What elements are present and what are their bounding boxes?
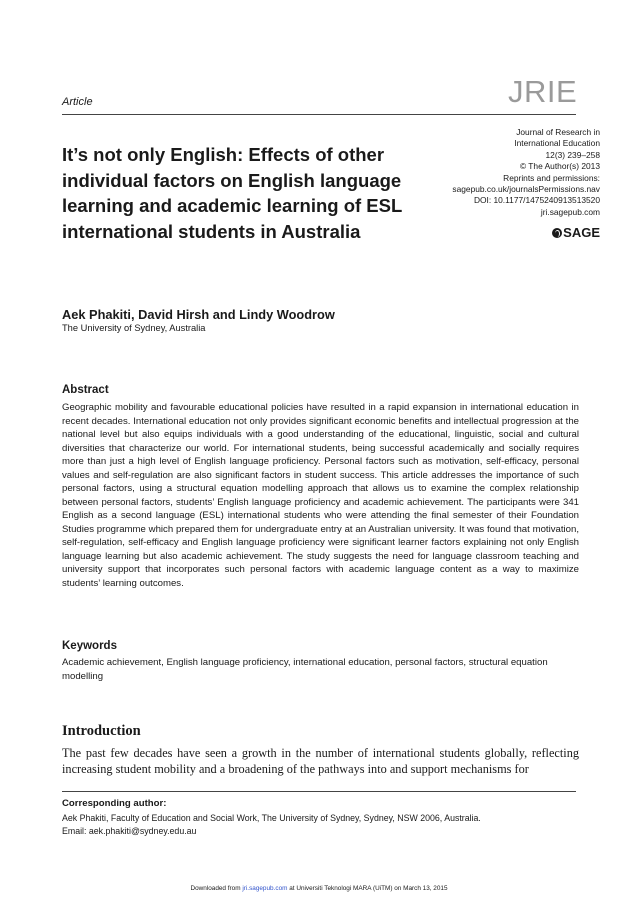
abstract-body: Geographic mobility and favourable educational policies have resulted in a rapid expansion in international education in recent decades. International education not only provides significant economic benefits and intellectual progression at the national level but also equips individuals with a good understanding of the educational, linguistic, social and cultural diversities that characterize our world. For international students, being successful academically and socially requires more than just a high level of English language proficiency. Personal factors such as motivation, self-efficacy, personal values and self-regulation are also significant factors in student success. This article addresses the importance of such personal factors, using a structural equation modelling approach that allows us to examine the complex relationship between personal factors, students’ English language proficiency and academic achievement. The participants were 341 English as a second language (ESL) international students who were attending the final semester of their Foundation Studies programme which prepared them for undergraduate entry at an Australian university. It was found that motivation, self-regulation, self-efficacy and English language proficiency were significant learner factors explaining not only English language learning but also academic achievement. The study suggests the need for language classroom teaching and university support that incorporates such personal factors with academic language content as a way to maximize students’ learning outcomes. bbox=[62, 402, 579, 589]
corresponding-author-email[interactable]: Email: aek.phakiti@sydney.edu.au bbox=[62, 826, 197, 836]
journal-metadata bbox=[370, 127, 600, 218]
author-list: Aek Phakiti, David Hirsh and Lindy Woodrow bbox=[62, 307, 335, 322]
sage-logo-text: SAGE bbox=[563, 225, 600, 240]
download-suffix: at Universiti Teknologi MARA (UiTM) on March 13, 2015 bbox=[289, 885, 448, 892]
meta-doi[interactable]: DOI: 10.1177/1475240913513520 bbox=[473, 195, 600, 206]
download-notice bbox=[0, 885, 638, 892]
meta-permissions-link[interactable]: sagepub.co.uk/journalsPermissions.nav bbox=[452, 184, 600, 195]
meta-journal-site[interactable]: jri.sagepub.com bbox=[540, 206, 600, 217]
journal-abbreviation: JRIE bbox=[508, 74, 578, 109]
footnote-divider bbox=[62, 791, 576, 792]
header-divider bbox=[62, 114, 576, 115]
download-prefix: Downloaded from bbox=[190, 885, 241, 892]
meta-reprints-label: Reprints and permissions: bbox=[503, 172, 600, 183]
paper-title: It’s not only English: Effects of other individual factors on English language learning and academic learning of ESL international students in Australia bbox=[62, 144, 402, 242]
introduction-heading: Introduction bbox=[62, 723, 141, 739]
download-link[interactable]: jri.sagepub.com bbox=[242, 885, 288, 892]
corresponding-author-heading: Corresponding author: bbox=[62, 798, 167, 809]
keywords-heading: Keywords bbox=[62, 640, 117, 652]
sage-logo bbox=[552, 225, 600, 240]
meta-volume-pages: 12(3) 239–258 bbox=[545, 149, 600, 160]
article-type-label: Article bbox=[62, 96, 93, 108]
corresponding-author-address: Aek Phakiti, Faculty of Education and Social Work, The University of Sydney, Sydney, NSW 2006, Australia. bbox=[62, 813, 481, 823]
abstract-heading: Abstract bbox=[62, 384, 109, 396]
keywords-body: Academic achievement, English language proficiency, international education, personal factors, structural equation modelling bbox=[62, 657, 548, 682]
meta-copyright: © The Author(s) 2013 bbox=[519, 161, 600, 172]
author-affiliation: The University of Sydney, Australia bbox=[62, 323, 206, 333]
meta-journal-line-2: International Education bbox=[514, 138, 600, 149]
meta-journal-line-1: Journal of Research in bbox=[516, 127, 600, 137]
sage-mark-icon bbox=[552, 228, 562, 238]
introduction-body: The past few decades have seen a growth in the number of international students globally, reflecting increasing student mobility and a broadening of the pathways into and support mechanisms for bbox=[62, 746, 579, 776]
